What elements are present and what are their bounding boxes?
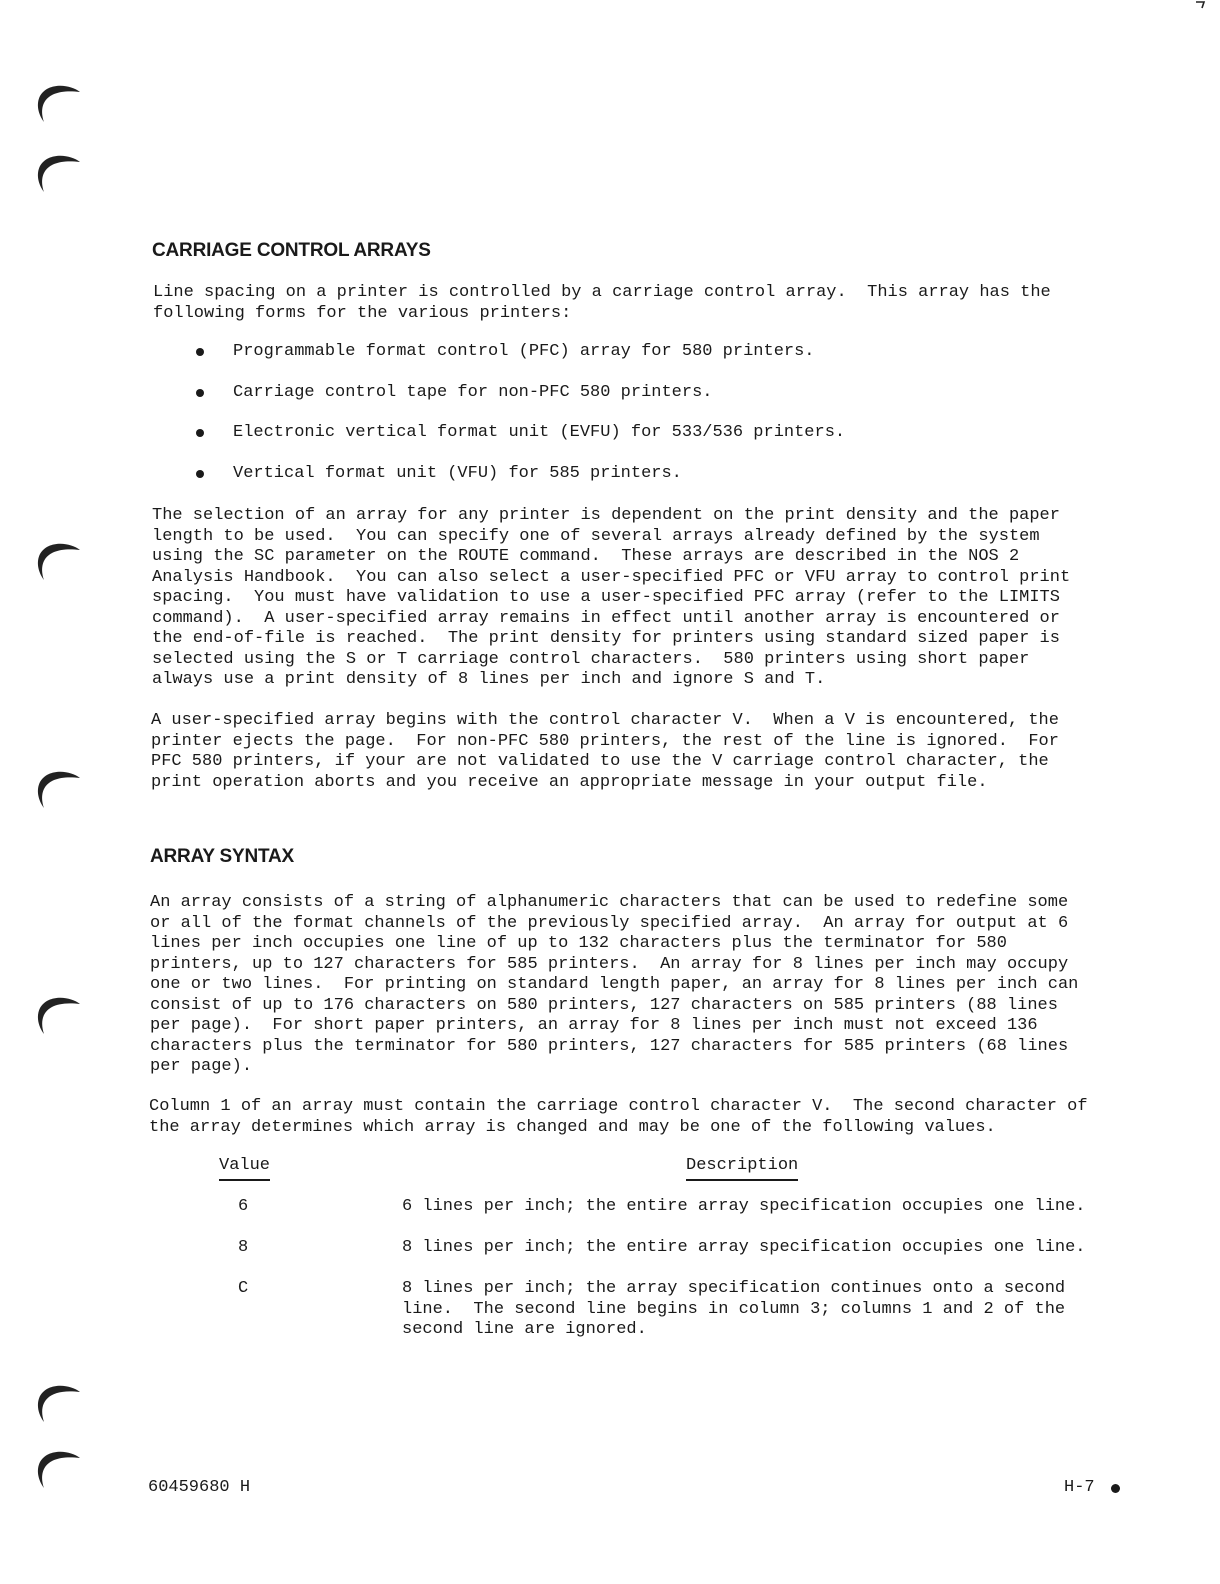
section-heading-array-syntax: ARRAY SYNTAX: [150, 846, 295, 867]
table-cell-description: 6 lines per inch; the entire array specification occupies one line.: [402, 1197, 1086, 1216]
punch-hole-mark: [34, 536, 84, 582]
array-selection-paragraph: The selection of an array for any printer is dependent on the print density and the paper length to be used. You can specify one of several arrays already defined by the system using the SC parameter on the ROUTE command. These arrays are described in the NOS 2 Analysis Handbook. You can also select a user-specified PFC or VFU array to control print spacing. You must have validation to use a user-specified PFC array (refer to the LIMITS command). A user-specified array remains in effect until another array is encountered or the end-of-file is reached. The print density for printers using standard sized paper is selected using the S or T carriage control characters. 580 printers using short paper always use a print density of 8 lines per inch and ignore S and T.: [152, 506, 1071, 689]
table-header-description: Description: [686, 1156, 798, 1181]
bullet-icon: [196, 348, 204, 356]
list-item-text: Vertical format unit (VFU) for 585 printers.: [233, 463, 682, 483]
punch-hole-mark: [34, 764, 84, 810]
column-one-paragraph: Column 1 of an array must contain the carriage control character V. The second character of the array determines which array is changed and may be one of the following values.: [149, 1097, 1088, 1137]
punch-hole-mark: [34, 1378, 84, 1424]
carriage-intro-paragraph: Line spacing on a printer is controlled by a carriage control array. This array has the following forms for the various printers:: [153, 283, 1051, 323]
array-syntax-paragraph: An array consists of a string of alphanumeric characters that can be used to redefine some or all of the format channels of the previously specified array. An array for output at 6 lines per inch occupies one line of up to 132 characters plus the terminator for 580 printers, up to 127 characters for 585 printers. An array for 8 lines per inch may occupy one or two lines. For printing on standard length paper, an array for 8 lines per inch can consist of up to 176 characters on 580 printers, 127 characters on 585 printers (88 lines per page). For short paper printers, an array for 8 lines per inch must not exceed 136 characters plus the terminator for 580 printers, 127 characters for 585 printers (68 lines per page).: [150, 893, 1079, 1076]
bullet-icon: [196, 470, 204, 478]
table-cell-value: C: [238, 1279, 249, 1298]
list-item-text: Programmable format control (PFC) array for 580 printers.: [233, 342, 815, 361]
user-specified-array-paragraph: A user-specified array begins with the control character V. When a V is encountered, the printer ejects the page. For non-PFC 580 printers, the rest of the line is ignored. For PFC 580 printers, if your are not validated to use the V carriage control character, the print operation aborts and you receive an appropriate message in your output file.: [151, 711, 1059, 792]
page-number: H-7: [1064, 1478, 1095, 1497]
document-number: 60459680 H: [148, 1478, 251, 1497]
punch-hole-mark: [34, 1444, 84, 1490]
punch-hole-mark: [34, 148, 84, 194]
footer-bullet-icon: [1111, 1484, 1120, 1493]
punch-hole-mark: [34, 78, 84, 124]
table-cell-description: 8 lines per inch; the array specification continues onto a second line. The second line begins in column 3; columns 1 and 2 of the second line are ignored.: [402, 1279, 1066, 1339]
table-header-value: Value: [219, 1156, 270, 1181]
table-cell-description: 8 lines per inch; the entire array specification occupies one line.: [402, 1238, 1086, 1257]
bullet-icon: [196, 429, 204, 437]
list-item-text: Carriage control tape for non-PFC 580 printers.: [233, 382, 713, 402]
corner-tick-mark: [1196, 0, 1206, 10]
table-cell-value: 8: [238, 1238, 249, 1257]
list-item-text: Electronic vertical format unit (EVFU) for 533/536 printers.: [233, 423, 846, 442]
punch-hole-mark: [34, 990, 84, 1036]
bullet-icon: [196, 389, 204, 397]
section-heading-carriage-control: CARRIAGE CONTROL ARRAYS: [152, 240, 431, 261]
table-cell-value: 6: [238, 1197, 249, 1216]
